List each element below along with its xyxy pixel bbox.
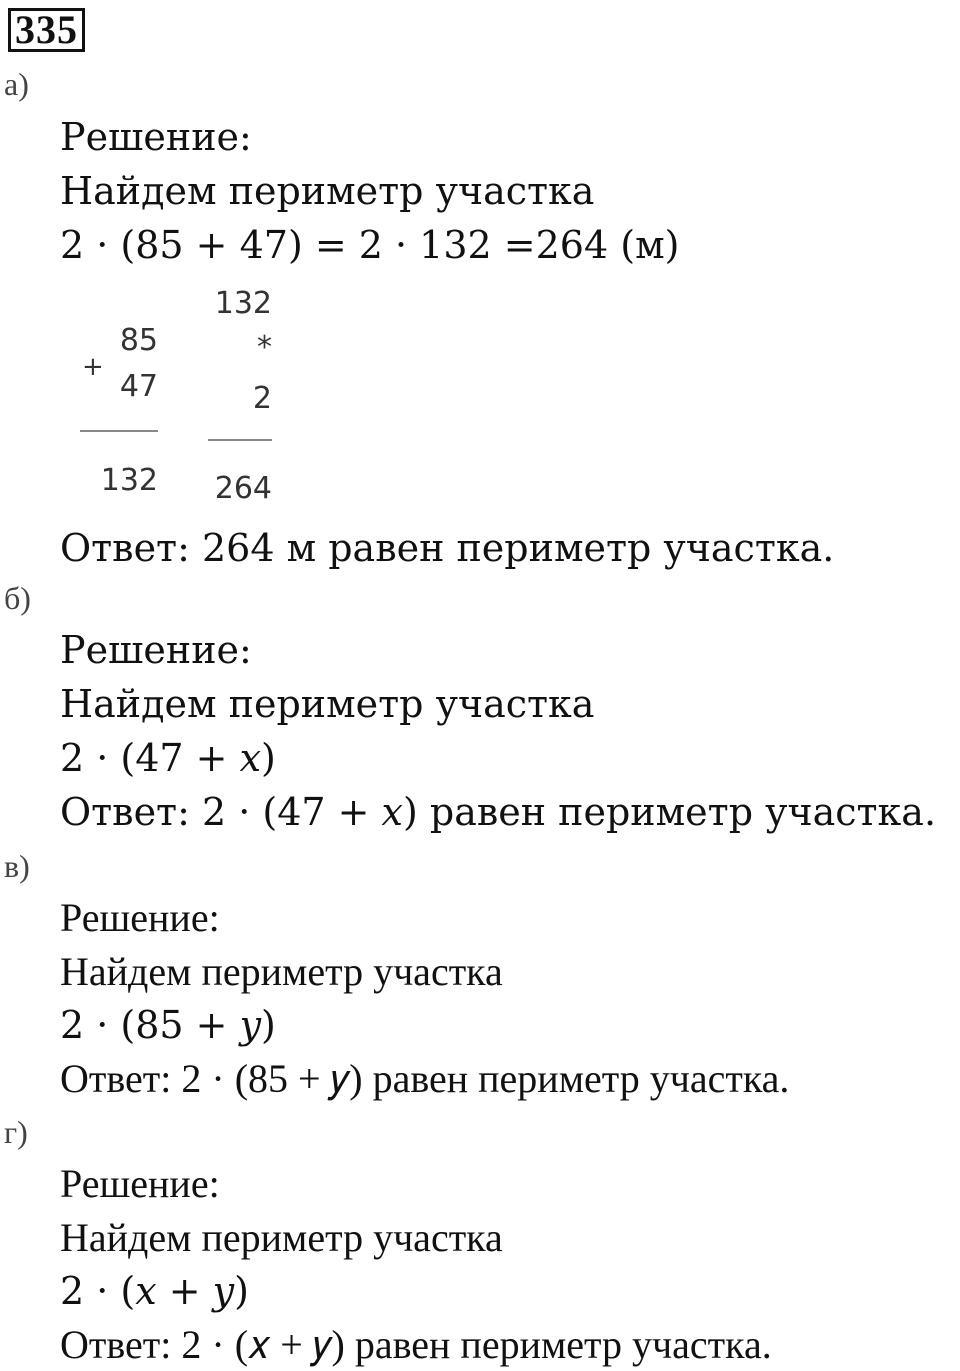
part-c-answer: Ответ: 2 · (85 + 𝑦) равен периметр участка. [60, 1056, 790, 1101]
part-a-expression: 2 · (85 + 47) = 2 · 132 =264 (м) [60, 223, 680, 267]
addition-sum: 132 [100, 463, 158, 498]
problem-number: 335 [8, 8, 85, 52]
part-b-step: Найдем периметр участка [60, 682, 595, 726]
part-c-expression: 2 · (85 + 𝑦) [60, 1003, 276, 1047]
part-d-expression: 2 · (𝑥 + 𝑦) [60, 1269, 249, 1313]
multiplication-product: 264 [214, 471, 272, 506]
part-b-expression: 2 · (47 + 𝑥) [60, 736, 276, 780]
part-b-answer: Ответ: 2 · (47 + 𝑥) равен периметр участка. [60, 790, 937, 834]
addition-addend-1: 85 [119, 323, 158, 358]
part-c-step: Найдем периметр участка [60, 949, 503, 994]
multiplication-multiplicand: 132 [214, 286, 272, 321]
part-d-solution-label: Решение: [60, 1161, 220, 1206]
part-b-letter: б) [4, 580, 31, 616]
multiplication-operator: * [257, 330, 272, 365]
addition-operator: + [82, 352, 104, 382]
part-c-letter: в) [4, 848, 30, 884]
multiplication-rule [208, 439, 272, 441]
part-a-answer: Ответ: 264 м равен периметр участка. [60, 526, 835, 570]
part-d-letter: г) [4, 1114, 28, 1150]
addition-rule [80, 430, 158, 432]
part-d-step: Найдем периметр участка [60, 1215, 503, 1260]
part-b-solution-label: Решение: [60, 628, 252, 672]
multiplication-multiplier: 2 [252, 381, 272, 416]
part-a-step: Найдем периметр участка [60, 169, 595, 213]
addition-addend-2: 47 [119, 369, 158, 404]
part-c-solution-label: Решение: [60, 895, 220, 940]
part-a-letter: а) [4, 66, 29, 102]
part-a-solution-label: Решение: [60, 115, 252, 159]
part-d-answer: Ответ: 2 · (𝑥 + 𝑦) равен периметр участка. [60, 1322, 772, 1367]
